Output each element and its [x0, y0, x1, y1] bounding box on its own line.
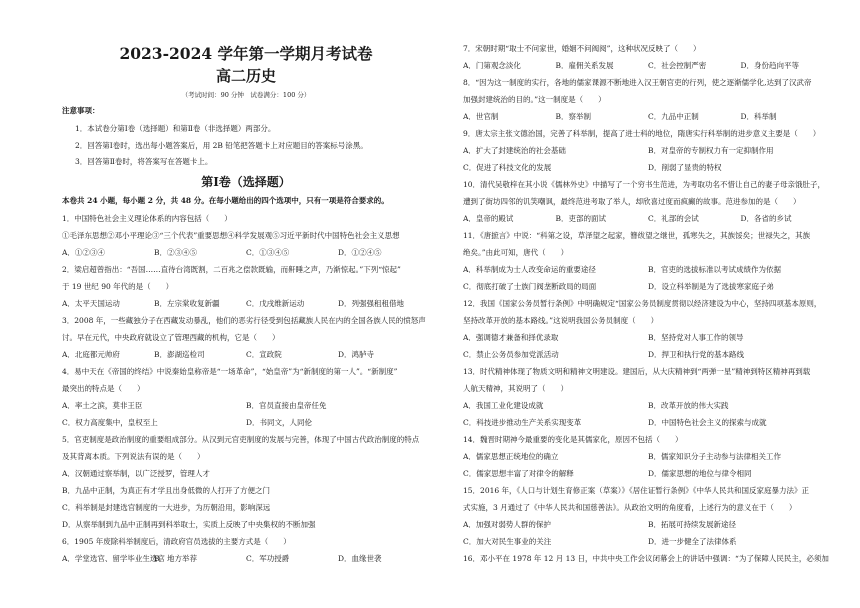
question-7-options [463, 61, 833, 71]
question-3-options [62, 350, 430, 360]
option-d: D．身份趋向平等 [740, 61, 800, 70]
question-3-stem-cont: 讨。早在元代，中央政府就设立了管理西藏的机构，它是（ ） [62, 333, 280, 342]
question-12-options-row2 [463, 350, 833, 360]
notice-heading: 注意事项： [62, 106, 100, 115]
option-d: D．设立科举制是为了选拔寒家庭子弟 [648, 282, 775, 291]
option-d: D．儒家思想的地位与律令相同 [648, 469, 752, 478]
question-2-stem-cont: 于 19 世纪 90 年代的是（ ） [62, 282, 174, 291]
question-14-options-row2 [463, 469, 833, 479]
question-5-stem: 5．官吏制度是政治制度的重要组成部分。从汉到元官吏制度的发展与完善，体现了中国古代政治制度的特点 [62, 435, 420, 444]
option-c: C．加大对民生事业的关注 [463, 537, 552, 546]
notice-item: 3．回答第Ⅱ卷时，将答案写在答题卡上。 [75, 157, 213, 166]
option-a: A．北庭都元帅府 [62, 350, 120, 359]
question-9-options-row2 [463, 163, 833, 173]
question-11-options-row1 [463, 265, 833, 275]
option-b: B．坚持党对人事工作的领导 [648, 333, 744, 342]
option-c: C．九品中正制 [648, 112, 699, 121]
option-a: A．加强对弱势人群的保护 [463, 520, 551, 529]
option-b: B．地方举荐 [154, 554, 198, 563]
option-a: A．扩大了封建统治的社会基础 [463, 146, 566, 155]
option-d: D．从察举制到九品中正制再到科举取士，实质上反映了中央集权的不断加强 [62, 520, 316, 529]
option-d: D．①②④⑤ [338, 248, 382, 257]
option-b: B．拓展可持续发展新途径 [648, 520, 737, 529]
option-b: B．九品中正制，为真正有才学且出身低微的人打开了方便之门 [62, 486, 271, 495]
option-c: C．社会控制严密 [648, 61, 707, 70]
option-c: C．军功授爵 [246, 554, 290, 563]
option-d: D．中国特色社会主义的探索与成就 [648, 418, 767, 427]
exam-info: （考试时间：90 分钟 试卷满分：100 分） [181, 91, 311, 99]
question-4-options-row2 [62, 418, 430, 428]
option-b: B．察举制 [555, 112, 592, 121]
option-d: D．捍卫和执行党的基本路线 [648, 350, 745, 359]
question-1-stem: 1．中国特色社会主义理论体系的内容包括（ ） [62, 214, 232, 223]
option-b: B．吏部的面试 [555, 214, 607, 223]
question-12-stem-cont: 坚持改革开放的基本路线。”这说明我国公务员制度（ ） [463, 316, 659, 325]
option-c: C．儒家思想丰富了对律令的解释 [463, 469, 574, 478]
option-c: C．戊戌维新运动 [246, 299, 305, 308]
option-d: D．书同文，人同伦 [246, 418, 313, 427]
right-column [463, 0, 833, 608]
question-15-options-row2 [463, 537, 833, 547]
question-1-statements: ①毛泽东思想②邓小平理论③“三个代表”重要思想④科学发展观⑤习近平新时代中国特色社会主义思想 [62, 231, 400, 240]
question-13-stem: 13．时代精神体现了物质文明和精神文明建设。建国后，从大庆精神到“两弹一星”精神到特区精神再到载 [463, 367, 811, 376]
subject-title: 高二历史 [215, 67, 276, 85]
option-b: B．改革开放的伟大实践 [648, 401, 729, 410]
question-12-stem: 12．我国《国家公务员暂行条例》中明确规定“国家公务员制度贯彻以经济建设为中心，坚持四项基本原则， [463, 299, 822, 308]
question-11-options-row2 [463, 282, 833, 292]
option-c: C．科举制是封建选官制度的一大进步，为历朝沿用，影响深远 [62, 503, 271, 512]
option-c: C．礼部的会试 [648, 214, 699, 223]
option-c: C．①③④⑤ [246, 248, 290, 257]
option-a: A．我国工业化建设成就 [463, 401, 544, 410]
option-b: B．对皇帝的专制权力有一定抑制作用 [648, 146, 774, 155]
question-15-stem: 15．2016 年，《人口与计划生育修正案（草案）》《居住证暂行条例》《中华人民共和国反家庭暴力法》正 [463, 486, 810, 495]
option-c: C．科技进步推动生产关系实现变革 [463, 418, 582, 427]
option-b: B．官员直接由皇帝任免 [246, 401, 327, 410]
question-14-options-row1 [463, 452, 833, 462]
question-2-stem: 2．梁启超曾指出：“吾国……直待台湾既割，二百兆之偿款既输，而鼾睡之声，乃渐惊起。”下列“惊起” [62, 265, 401, 274]
option-c: C．促进了科技文化的发展 [463, 163, 552, 172]
option-a: A．科举制成为士人改变命运的重要途径 [463, 265, 596, 274]
option-b: B．雇佣关系发展 [555, 61, 614, 70]
option-b: B．澎湖巡检司 [154, 350, 205, 359]
option-d: D．鸿胪寺 [338, 350, 375, 359]
question-11-stem-cont: 绝矣。”由此可知，唐代（ ） [463, 248, 569, 257]
question-10-stem: 10．清代吴敬梓在其小说《儒林外史》中描写了一个穷书生范进，为考取功名不惜让自己的妻子母亲饿肚子， [463, 180, 826, 189]
option-a: A．①②③④ [62, 248, 105, 257]
question-7-stem: 7．宋朝时期“取士不问家世，婚姻不问阀阅”，这种状况反映了（ ） [463, 44, 701, 53]
option-a: A．汉朝通过察举制，以广泛授罗，管理人才 [62, 469, 210, 478]
question-12-options-row1 [463, 333, 833, 343]
question-14-stem: 14．魏晋时期神今最重要的变化是其儒家化，原因不包括（ ） [463, 435, 683, 444]
question-10-options [463, 214, 833, 224]
option-d: D．进一步健全了法律体系 [648, 537, 737, 546]
question-9-stem: 9．唐太宗主张文德治国，完善了科举制，提高了进士科的地位，隋唐实行科举制的进步意义主要是（ ） [463, 129, 821, 138]
question-4-options-row1 [62, 401, 430, 411]
option-a: A．强调德才兼备和择优录取 [463, 333, 559, 342]
section-title: 第Ⅰ卷（选择题） [201, 175, 291, 189]
question-8-options [463, 112, 833, 122]
question-13-options-row1 [463, 401, 833, 411]
question-16-stem: 16．邓小平在 1978 年 12 月 13 日，中共中央工作会议闭幕会上的讲话中强调：“为了保障人民民主，必须加 [463, 554, 829, 563]
question-8-stem-cont: 加强封建统治的目的。”这一制度是（ ） [463, 95, 606, 104]
question-4-stem-cont: 最突出的特点是（ ） [62, 384, 145, 393]
notice-item: 1．本试卷分第Ⅰ卷（选择题）和第Ⅱ卷（非选择题）两部分。 [75, 124, 276, 133]
option-b: B．②③④⑤ [154, 248, 198, 257]
option-a: A．世官制 [463, 112, 499, 121]
option-a: A．学堂选官、留学毕业生选官 [62, 554, 165, 563]
option-b: B．儒家知识分子主动参与法律相关工作 [648, 452, 782, 461]
option-d: D．科举制 [740, 112, 777, 121]
question-11-stem: 11．《唐摭言》中说：“科第之设，草泽望之起家，簪绂望之继世，孤寒失之，其族馁矣；世禄失之，其族 [463, 231, 811, 240]
question-15-stem-cont: 式实施，3 月通过了《中华人民共和国慈善法》。从政治文明的角度看，上述行为的意义在于（ ） [463, 503, 797, 512]
option-a: A．皇帝的殿试 [463, 214, 514, 223]
question-8-stem: 8．“因为这一制度的实行，各地的儒家课源不断地进入汉王朝官吏的行列，使之逐渐儒学化,达到了汉武帝 [463, 78, 812, 87]
option-c: C．禁止公务员参加党派活动 [463, 350, 559, 359]
section-intro: 本卷共 24 小题，每小题 2 分，共 48 分。在每小题给出的四个选项中，只有一项是符合要求的。 [62, 196, 389, 205]
question-5-stem-cont: 及其背离本质。下列说法有误的是（ ） [62, 452, 205, 461]
option-d: D．列强强租租借地 [338, 299, 405, 308]
option-b: B．左宗棠收复新疆 [154, 299, 220, 308]
question-4-stem: 4．易中天在《帝国的终结》中说秦始皇称帝是“一场革命”，“始皇帝”为“新制度的第一人”。“新制度” [62, 367, 398, 376]
question-6-options [62, 554, 430, 564]
question-15-options-row1 [463, 520, 833, 530]
question-10-stem-cont: 遭到了街坊四邻的讥笑嘲讽，最终范进考取了举人，却欣喜过度而疯癫的故事。范进参加的是（ ） [463, 197, 801, 206]
option-d: D．血缘世袭 [338, 554, 382, 563]
option-c: C．彻底打破了士族门阀垄断政局的局面 [463, 282, 597, 291]
option-d: D．各省的乡试 [740, 214, 792, 223]
question-3-stem: 3．2008 年，一些藏独分子在西藏发动暴乱，他们的恶劣行径受到包括藏族人民在内的全国各族人民的愤怒声 [62, 316, 426, 325]
left-column [62, 0, 430, 608]
question-13-stem-cont: 人航天精神，其说明了（ ） [463, 384, 568, 393]
notice-item: 2．回答第Ⅰ卷时，选出每小题答案后，用 2B 铅笔把答题卡上对应题目的答案标号涂黑。 [75, 141, 368, 150]
option-d: D．削弱了显贵的特权 [648, 163, 722, 172]
exam-title: 2023-2024 学年第一学期月考试卷 [119, 44, 373, 63]
option-a: A．儒家思想正统地位的确立 [463, 452, 559, 461]
option-a: A．门第观念淡化 [463, 61, 521, 70]
option-c: C．权力高度集中，皇权至上 [62, 418, 158, 427]
question-13-options-row2 [463, 418, 833, 428]
option-a: A．率土之滨，莫非王臣 [62, 401, 143, 410]
option-b: B．官吏的选拔标准以考试成绩作为依据 [648, 265, 782, 274]
option-c: C．宣政院 [246, 350, 282, 359]
question-2-options [62, 299, 430, 309]
question-9-options-row1 [463, 146, 833, 156]
question-6-stem: 6．1905 年废除科举制度后，清政府官员选拔的主要方式是（ ） [62, 537, 291, 546]
question-1-options [62, 248, 430, 258]
option-a: A．太平天国运动 [62, 299, 120, 308]
